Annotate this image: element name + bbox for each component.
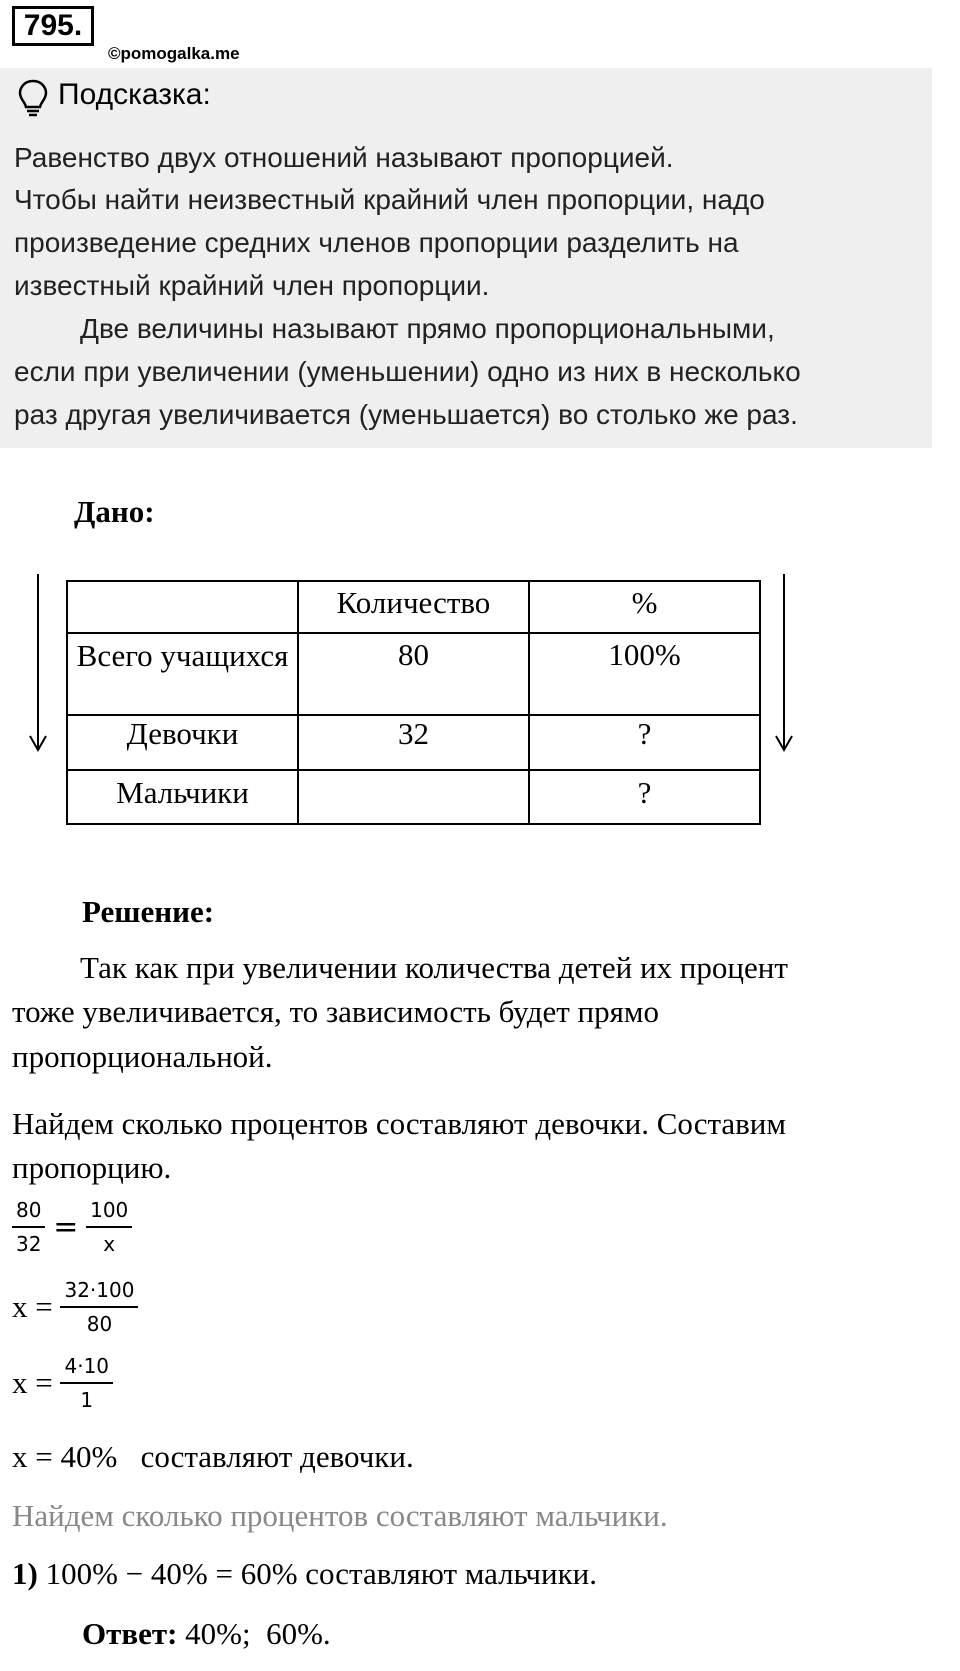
table-row bbox=[67, 633, 760, 715]
table-cell: Всего учащихся bbox=[67, 633, 298, 715]
hint-line: Чтобы найти неизвестный крайний член пропорции, надо bbox=[14, 184, 765, 215]
table-header-cell: % bbox=[529, 581, 760, 633]
result-girls: x = 40% составляют девочки. bbox=[12, 1439, 414, 1474]
problem-number: 795. bbox=[12, 6, 94, 46]
table-header-row bbox=[67, 581, 760, 633]
lightbulb-icon bbox=[16, 78, 50, 118]
hint-title: Подсказка: bbox=[58, 78, 211, 111]
solution-text: пропорциональной. bbox=[12, 1039, 273, 1074]
proportion: $\frac{80}{32}$ = $\frac{100}{x}$ bbox=[12, 1198, 132, 1256]
boys-intro: Найдем сколько процентов составляют мальчики. bbox=[12, 1498, 668, 1533]
hint-line: Две величины называют прямо пропорциональными, bbox=[80, 313, 775, 344]
boys-step: 1) 100% − 40% = 60% составляют мальчики. bbox=[12, 1556, 598, 1591]
solution-text: Найдем сколько процентов составляют девочки. Составим bbox=[12, 1106, 786, 1141]
table-cell: ? bbox=[529, 715, 760, 770]
table-header-cell bbox=[67, 581, 298, 633]
solution-text: пропорцию. bbox=[12, 1150, 172, 1185]
hint-line: известный крайний член пропорции. bbox=[14, 270, 490, 301]
answer: Ответ: 40%; 60%. bbox=[82, 1616, 331, 1651]
given-title: Дано: bbox=[74, 494, 155, 529]
table-cell: Мальчики bbox=[67, 770, 298, 824]
table-row bbox=[67, 770, 760, 824]
solution-text: Так как при увеличении количества детей их процент bbox=[80, 950, 788, 985]
table-cell bbox=[298, 770, 529, 824]
watermark: ©pomogalka.me bbox=[108, 44, 240, 63]
table-cell: ? bbox=[529, 770, 760, 824]
solution-title: Решение: bbox=[82, 894, 215, 929]
hint-line: раз другая увеличивается (уменьшается) во столько же раз. bbox=[14, 399, 798, 430]
solution-text: тоже увеличивается, то зависимость будет прямо bbox=[12, 994, 660, 1029]
equation-step: x = $\frac{4\cdot 10}{1}$ bbox=[12, 1354, 113, 1412]
given-table bbox=[66, 580, 761, 825]
table-cell: 100% bbox=[529, 633, 760, 715]
table-cell: 32 bbox=[298, 715, 529, 770]
table-row bbox=[67, 715, 760, 770]
hint-line: если при увеличении (уменьшении) одно из них в несколько bbox=[14, 356, 801, 387]
equation-step: x = $\frac{32\cdot 100}{80}$ bbox=[12, 1278, 138, 1336]
table-cell: 80 bbox=[298, 633, 529, 715]
hint-line: Равенство двух отношений называют пропорцией. bbox=[14, 142, 674, 173]
down-arrow-icon bbox=[772, 574, 796, 754]
hint-line: произведение средних членов пропорции разделить на bbox=[14, 227, 739, 258]
table-cell: Девочки bbox=[67, 715, 298, 770]
down-arrow-icon bbox=[26, 574, 50, 754]
table-header-cell: Количество bbox=[298, 581, 529, 633]
